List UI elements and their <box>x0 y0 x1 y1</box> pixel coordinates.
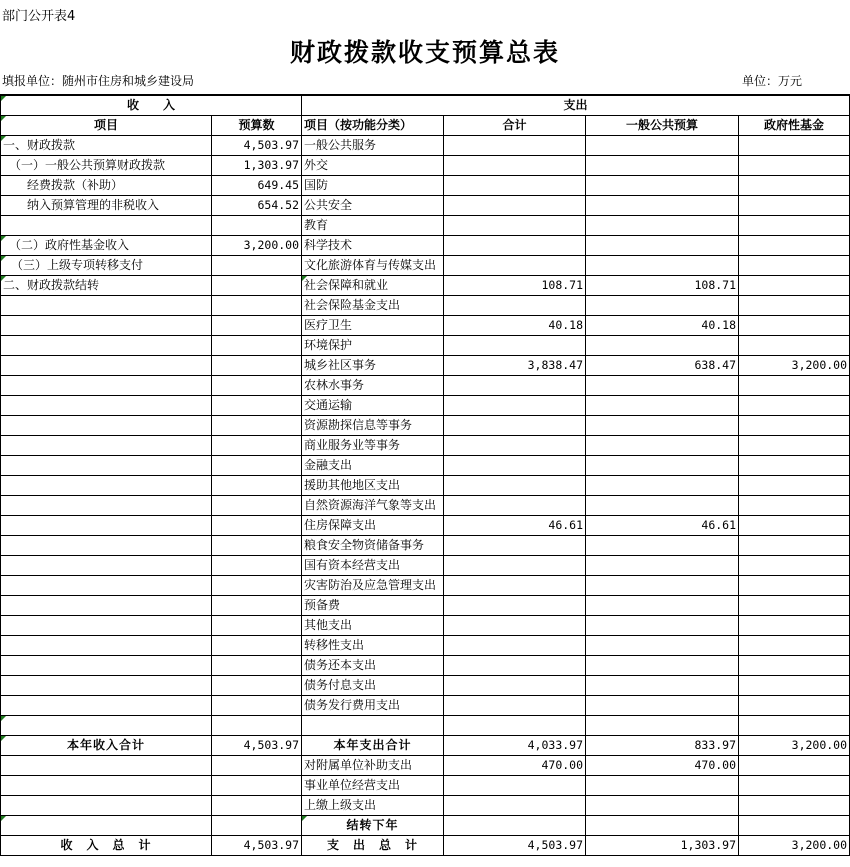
income-item-cell <box>1 336 212 356</box>
expense-general-cell <box>586 536 739 556</box>
income-group-header: 收 入 <box>1 95 302 116</box>
expense-general-cell <box>586 256 739 276</box>
expense-total-cell <box>444 176 586 196</box>
expense-fund-cell <box>739 396 850 416</box>
expense-general-cell <box>586 796 739 816</box>
expense-item-cell: 商业服务业等事务 <box>302 436 444 456</box>
expense-fund-cell: 3,200.00 <box>739 736 850 756</box>
income-item-cell: 二、财政拨款结转 <box>1 276 212 296</box>
expense-item-cell: 事业单位经营支出 <box>302 776 444 796</box>
expense-general-cell: 108.71 <box>586 276 739 296</box>
expense-general-cell <box>586 436 739 456</box>
income-item-cell <box>1 816 212 836</box>
expense-item-cell: 教育 <box>302 216 444 236</box>
table-row <box>1 596 850 616</box>
expense-item-cell: 国有资本经营支出 <box>302 556 444 576</box>
income-budget-cell: 3,200.00 <box>212 236 302 256</box>
expense-general-cell <box>586 476 739 496</box>
expense-general-cell <box>586 176 739 196</box>
expense-total-cell <box>444 396 586 416</box>
table-row <box>1 296 850 316</box>
expense-item-cell: 预备费 <box>302 596 444 616</box>
expense-item-cell: 公共安全 <box>302 196 444 216</box>
expense-general-cell <box>586 576 739 596</box>
income-budget-cell: 654.52 <box>212 196 302 216</box>
table-row <box>1 176 850 196</box>
expense-item-cell: 农林水事务 <box>302 376 444 396</box>
income-budget-cell: 4,503.97 <box>212 736 302 756</box>
expense-general-cell: 40.18 <box>586 316 739 336</box>
expense-general-cell <box>586 296 739 316</box>
income-budget-cell: 4,503.97 <box>212 836 302 856</box>
expense-total-cell <box>444 776 586 796</box>
expense-total-cell <box>444 556 586 576</box>
expense-total-cell <box>444 676 586 696</box>
expense-total-cell <box>444 136 586 156</box>
income-budget-cell <box>212 756 302 776</box>
expense-fund-cell <box>739 376 850 396</box>
expense-total-cell <box>444 156 586 176</box>
table-row <box>1 816 850 836</box>
expense-fund-cell <box>739 296 850 316</box>
table-row <box>1 336 850 356</box>
income-item-cell <box>1 316 212 336</box>
expense-total-cell <box>444 576 586 596</box>
expense-general-cell <box>586 136 739 156</box>
expense-item-cell: 资源勘探信息等事务 <box>302 416 444 436</box>
income-budget-cell <box>212 296 302 316</box>
expense-general-cell <box>586 816 739 836</box>
expense-fund-cell: 3,200.00 <box>739 356 850 376</box>
expense-item-cell: 上缴上级支出 <box>302 796 444 816</box>
expense-general-cell <box>586 656 739 676</box>
expense-total-cell <box>444 656 586 676</box>
expense-fund-cell <box>739 156 850 176</box>
expense-item-cell: 结转下年 <box>302 816 444 836</box>
income-item-cell <box>1 476 212 496</box>
income-budget-cell <box>212 456 302 476</box>
expense-total-cell <box>444 616 586 636</box>
table-row <box>1 356 850 376</box>
expense-item-cell: 债务发行费用支出 <box>302 696 444 716</box>
income-item-cell <box>1 216 212 236</box>
expense-general-cell: 833.97 <box>586 736 739 756</box>
expense-fund-cell <box>739 336 850 356</box>
expense-total-cell <box>444 416 586 436</box>
table-row <box>1 696 850 716</box>
income-item-cell: （一）一般公共预算财政拨款 <box>1 156 212 176</box>
expense-item-cell: 科学技术 <box>302 236 444 256</box>
expense-item-cell: 文化旅游体育与传媒支出 <box>302 256 444 276</box>
income-item-cell <box>1 756 212 776</box>
expense-fund-cell <box>739 436 850 456</box>
expense-general-cell <box>586 376 739 396</box>
expense-item-cell: 对附属单位补助支出 <box>302 756 444 776</box>
income-item-cell <box>1 556 212 576</box>
income-budget-cell: 4,503.97 <box>212 136 302 156</box>
expense-fund-cell <box>739 456 850 476</box>
income-budget-cell <box>212 336 302 356</box>
income-budget-cell <box>212 416 302 436</box>
expense-fund-cell <box>739 756 850 776</box>
col-total-header: 合计 <box>444 116 586 136</box>
expense-fund-cell <box>739 676 850 696</box>
expense-item-cell: 外交 <box>302 156 444 176</box>
expense-total-cell <box>444 696 586 716</box>
table-row <box>1 436 850 456</box>
income-budget-cell <box>212 316 302 336</box>
income-budget-cell <box>212 496 302 516</box>
expense-item-cell: 城乡社区事务 <box>302 356 444 376</box>
expense-total-cell <box>444 796 586 816</box>
table-row <box>1 136 850 156</box>
income-item-cell <box>1 416 212 436</box>
table-row <box>1 376 850 396</box>
expense-fund-cell <box>739 516 850 536</box>
expense-general-cell <box>586 456 739 476</box>
expense-general-cell <box>586 556 739 576</box>
expense-general-cell <box>586 716 739 736</box>
currency-unit: 单位：万元 <box>742 74 803 88</box>
expense-fund-cell <box>739 696 850 716</box>
expense-general-cell: 1,303.97 <box>586 836 739 856</box>
income-budget-cell <box>212 256 302 276</box>
expense-fund-cell <box>739 576 850 596</box>
income-item-cell: 一、财政拨款 <box>1 136 212 156</box>
table-row <box>1 516 850 536</box>
expense-total-cell <box>444 636 586 656</box>
income-budget-cell <box>212 616 302 636</box>
expense-item-cell: 其他支出 <box>302 616 444 636</box>
reporting-unit: 填报单位：随州市住房和城乡建设局 <box>2 74 195 88</box>
expense-total-cell: 4,033.97 <box>444 736 586 756</box>
table-row <box>1 156 850 176</box>
income-budget-cell: 1,303.97 <box>212 156 302 176</box>
expense-fund-cell <box>739 236 850 256</box>
expense-item-cell: 社会保障和就业 <box>302 276 444 296</box>
table-row <box>1 756 850 776</box>
document-code: 部门公开表4 <box>2 9 76 24</box>
expense-item-cell: 社会保险基金支出 <box>302 296 444 316</box>
expense-general-cell <box>586 416 739 436</box>
income-budget-cell <box>212 796 302 816</box>
expense-item-cell: 支 出 总 计 <box>302 836 444 856</box>
expense-fund-cell <box>739 136 850 156</box>
expense-general-cell <box>586 216 739 236</box>
expense-total-cell <box>444 596 586 616</box>
expense-fund-cell <box>739 476 850 496</box>
income-item-cell <box>1 636 212 656</box>
expense-general-cell <box>586 236 739 256</box>
col-general-header: 一般公共预算 <box>586 116 739 136</box>
table-row <box>1 496 850 516</box>
expense-total-cell <box>444 196 586 216</box>
table-row <box>1 396 850 416</box>
table-row <box>1 476 850 496</box>
table-row <box>1 716 850 736</box>
expense-fund-cell <box>739 596 850 616</box>
expense-fund-cell <box>739 416 850 436</box>
expense-fund-cell <box>739 796 850 816</box>
income-item-cell <box>1 676 212 696</box>
expense-general-cell: 638.47 <box>586 356 739 376</box>
expense-item-cell: 交通运输 <box>302 396 444 416</box>
income-item-cell <box>1 596 212 616</box>
expense-item-cell: 援助其他地区支出 <box>302 476 444 496</box>
income-item-cell <box>1 536 212 556</box>
income-budget-cell <box>212 476 302 496</box>
income-item-cell <box>1 576 212 596</box>
income-item-cell <box>1 436 212 456</box>
expense-item-cell: 医疗卫生 <box>302 316 444 336</box>
expense-general-cell: 46.61 <box>586 516 739 536</box>
expense-item-cell: 债务付息支出 <box>302 676 444 696</box>
income-budget-cell <box>212 716 302 736</box>
expense-item-cell <box>302 716 444 736</box>
col-fund-header: 政府性基金 <box>739 116 850 136</box>
income-budget-cell <box>212 516 302 536</box>
income-item-cell <box>1 516 212 536</box>
expense-fund-cell <box>739 216 850 236</box>
expense-fund-cell <box>739 636 850 656</box>
income-budget-cell <box>212 556 302 576</box>
income-budget-cell <box>212 676 302 696</box>
expense-general-cell <box>586 336 739 356</box>
income-item-cell <box>1 616 212 636</box>
expense-total-cell <box>444 476 586 496</box>
income-item-cell <box>1 456 212 476</box>
income-budget-cell <box>212 696 302 716</box>
expense-general-cell <box>586 156 739 176</box>
expense-total-cell <box>444 816 586 836</box>
table-row <box>1 456 850 476</box>
group-header-row <box>1 95 850 116</box>
expense-item-cell: 债务还本支出 <box>302 656 444 676</box>
expense-fund-cell: 3,200.00 <box>739 836 850 856</box>
expense-item-cell: 自然资源海洋气象等支出 <box>302 496 444 516</box>
col-func-item-header: 项目（按功能分类） <box>302 116 444 136</box>
table-row <box>1 236 850 256</box>
expense-general-cell <box>586 776 739 796</box>
expense-general-cell: 470.00 <box>586 756 739 776</box>
expense-item-cell: 转移性支出 <box>302 636 444 656</box>
expense-fund-cell <box>739 776 850 796</box>
expense-item-cell: 住房保障支出 <box>302 516 444 536</box>
income-item-cell <box>1 716 212 736</box>
col-budget-header: 预算数 <box>212 116 302 136</box>
expense-general-cell <box>586 676 739 696</box>
table-row <box>1 216 850 236</box>
expense-fund-cell <box>739 656 850 676</box>
expense-general-cell <box>586 596 739 616</box>
expense-general-cell <box>586 196 739 216</box>
income-item-cell <box>1 656 212 676</box>
income-budget-cell: 649.45 <box>212 176 302 196</box>
expense-fund-cell <box>739 816 850 836</box>
table-row <box>1 796 850 816</box>
expense-item-cell: 金融支出 <box>302 456 444 476</box>
income-item-cell <box>1 496 212 516</box>
expense-fund-cell <box>739 716 850 736</box>
table-row <box>1 636 850 656</box>
income-budget-cell <box>212 656 302 676</box>
expense-total-cell <box>444 296 586 316</box>
expense-item-cell: 国防 <box>302 176 444 196</box>
expense-total-cell: 470.00 <box>444 756 586 776</box>
income-budget-cell <box>212 276 302 296</box>
table-row <box>1 576 850 596</box>
expense-fund-cell <box>739 556 850 576</box>
income-item-cell <box>1 396 212 416</box>
expense-item-cell: 灾害防治及应急管理支出 <box>302 576 444 596</box>
expense-total-cell <box>444 536 586 556</box>
income-budget-cell <box>212 436 302 456</box>
income-item-cell: 纳入预算管理的非税收入 <box>1 196 212 216</box>
table-row <box>1 316 850 336</box>
expense-item-cell: 粮食安全物资储备事务 <box>302 536 444 556</box>
table-row <box>1 196 850 216</box>
expense-total-cell <box>444 456 586 476</box>
expense-total-cell: 3,838.47 <box>444 356 586 376</box>
expense-total-cell <box>444 236 586 256</box>
income-item-cell <box>1 696 212 716</box>
expense-general-cell <box>586 616 739 636</box>
expense-fund-cell <box>739 616 850 636</box>
expense-fund-cell <box>739 176 850 196</box>
table-row <box>1 556 850 576</box>
income-budget-cell <box>212 396 302 416</box>
expense-general-cell <box>586 496 739 516</box>
income-budget-cell <box>212 376 302 396</box>
income-item-cell: 本年收入合计 <box>1 736 212 756</box>
expense-fund-cell <box>739 536 850 556</box>
table-row <box>1 616 850 636</box>
income-budget-cell <box>212 776 302 796</box>
expense-item-cell: 本年支出合计 <box>302 736 444 756</box>
expense-total-cell <box>444 376 586 396</box>
expense-total-cell <box>444 496 586 516</box>
expense-total-cell <box>444 716 586 736</box>
expense-item-cell: 环境保护 <box>302 336 444 356</box>
income-item-cell <box>1 776 212 796</box>
expense-total-cell: 4,503.97 <box>444 836 586 856</box>
expense-total-cell: 46.61 <box>444 516 586 536</box>
income-budget-cell <box>212 536 302 556</box>
expense-fund-cell <box>739 496 850 516</box>
expense-general-cell <box>586 396 739 416</box>
table-row <box>1 776 850 796</box>
expense-total-cell <box>444 436 586 456</box>
expense-fund-cell <box>739 276 850 296</box>
income-budget-cell <box>212 636 302 656</box>
income-item-cell: 收 入 总 计 <box>1 836 212 856</box>
column-header-row <box>1 116 850 136</box>
income-budget-cell <box>212 576 302 596</box>
expense-total-cell: 40.18 <box>444 316 586 336</box>
expense-item-cell: 一般公共服务 <box>302 136 444 156</box>
expense-total-cell <box>444 216 586 236</box>
income-item-cell: （二）政府性基金收入 <box>1 236 212 256</box>
expense-general-cell <box>586 696 739 716</box>
expense-total-cell <box>444 256 586 276</box>
income-item-cell: 经费拨款（补助） <box>1 176 212 196</box>
budget-summary-table <box>0 94 850 856</box>
income-budget-cell <box>212 596 302 616</box>
table-row <box>1 256 850 276</box>
income-item-cell: （三）上级专项转移支付 <box>1 256 212 276</box>
expense-fund-cell <box>739 316 850 336</box>
income-item-cell <box>1 796 212 816</box>
income-item-cell <box>1 296 212 316</box>
table-row <box>1 676 850 696</box>
table-row <box>1 416 850 436</box>
expense-fund-cell <box>739 256 850 276</box>
income-item-cell <box>1 376 212 396</box>
expense-fund-cell <box>739 196 850 216</box>
expense-general-cell <box>586 636 739 656</box>
income-budget-cell <box>212 816 302 836</box>
expense-total-cell: 108.71 <box>444 276 586 296</box>
table-row <box>1 656 850 676</box>
table-row <box>1 736 850 756</box>
expense-total-cell <box>444 336 586 356</box>
table-row <box>1 276 850 296</box>
table-row <box>1 836 850 856</box>
col-item-header: 项目 <box>1 116 212 136</box>
income-budget-cell <box>212 216 302 236</box>
page-title: 财政拨款收支预算总表 <box>289 38 560 67</box>
income-item-cell <box>1 356 212 376</box>
income-budget-cell <box>212 356 302 376</box>
table-row <box>1 536 850 556</box>
expense-group-header: 支出 <box>302 95 850 116</box>
